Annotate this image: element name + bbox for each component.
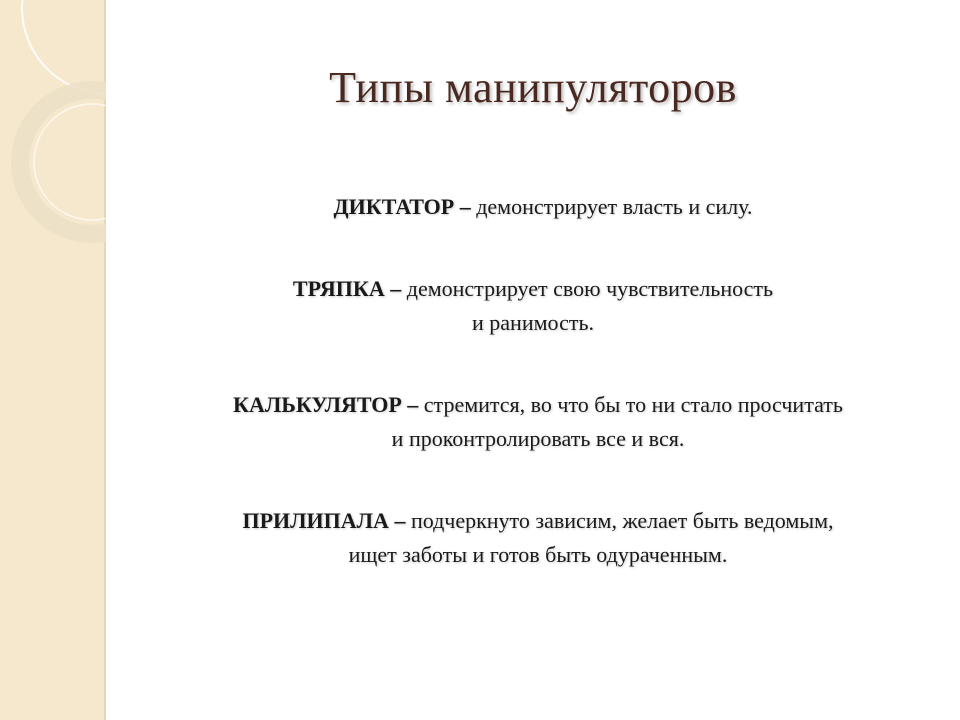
list-item: [106, 504, 960, 572]
item-term: ТРЯПКА: [292, 276, 385, 301]
slide-title: Типы манипуляторов: [329, 63, 737, 112]
item-line: [106, 388, 960, 422]
list-item: [106, 190, 960, 224]
item-text-continued: ищет заботы и готов быть одураченным.: [348, 542, 728, 567]
decorative-circles-icon: [0, 0, 106, 260]
list-item: [106, 388, 960, 456]
item-dash: –: [388, 508, 411, 533]
item-line: [106, 272, 960, 306]
item-dash: –: [454, 194, 477, 219]
item-dash: –: [384, 276, 407, 301]
item-text-continued: и ранимость.: [472, 310, 594, 335]
item-term: КАЛЬКУЛЯТОР: [233, 392, 402, 417]
item-term: ПРИЛИПАЛА: [242, 508, 389, 533]
item-text: демонстрирует свою чувствительность: [406, 276, 774, 301]
item-term: ДИКТАТОР: [333, 194, 455, 219]
item-line: [106, 190, 960, 224]
manipulator-types-list: [106, 190, 960, 572]
list-item: [106, 272, 960, 340]
item-dash: –: [401, 392, 424, 417]
item-text: демонстрирует власть и силу.: [476, 194, 753, 219]
item-line: [106, 504, 960, 538]
item-text: стремится, во что бы то ни стало просчитать: [423, 392, 843, 417]
item-text: подчеркнуто зависим, желает быть ведомым,: [410, 508, 834, 533]
item-text-continued: и проконтролировать все и вся.: [391, 426, 685, 451]
